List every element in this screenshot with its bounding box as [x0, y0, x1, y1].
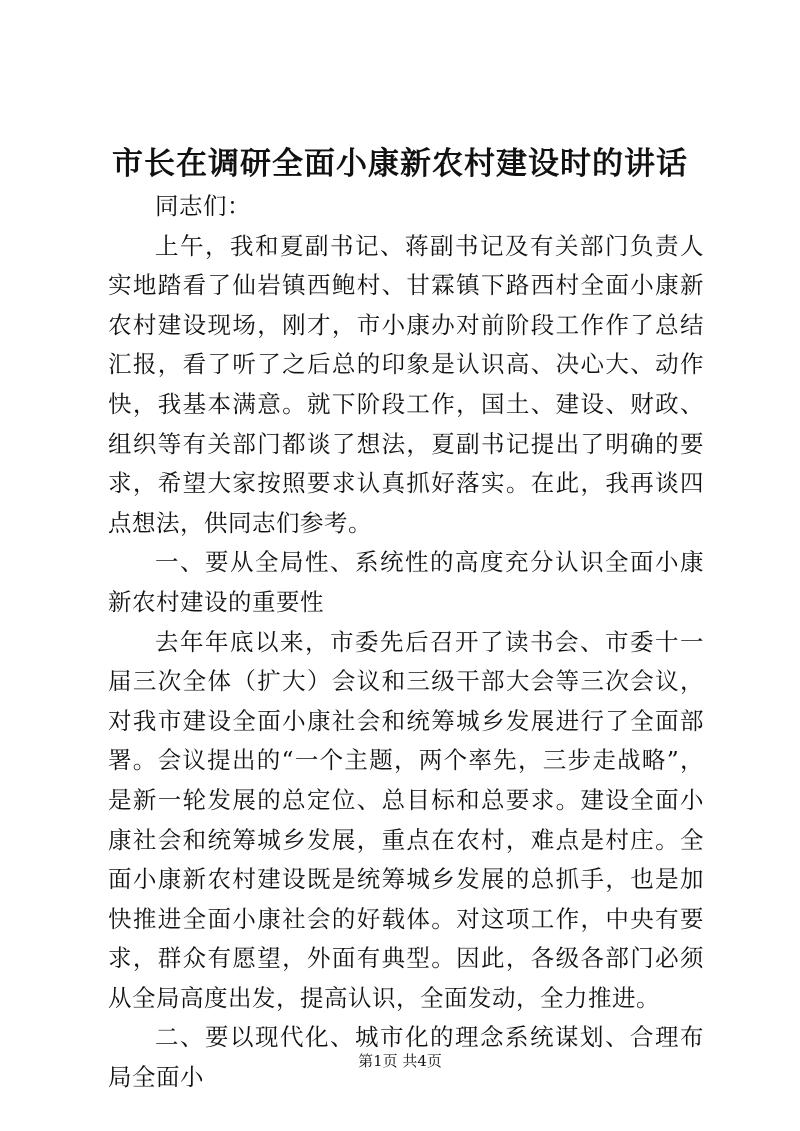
- salutation-paragraph: 同志们：: [155, 192, 251, 220]
- section-heading-1: 一、要从全局性、系统性的高度充分认识全面小康新农村建设的重要性: [108, 548, 704, 616]
- section-heading-2: 二、要以现代化、城市化的理念系统谋划、合理布局全面小: [108, 1023, 704, 1092]
- document-title: 市长在调研全面小康新农村建设时的讲话: [112, 146, 688, 182]
- intro-paragraph: 上午，我和夏副书记、蒋副书记及有关部门负责人实地踏看了仙岩镇西鲍村、甘霖镇下路西村全面小康新农村建设现场，刚才，市小康办对前阶段工作作了总结汇报，看了听了之后总的印象是认识高、决心大、动作快，我基本满意。就下阶段工作，国土、建设、财政、组织等有关部门都谈了想法，夏副书记提出了明确的要求，希望大家按照要求认真抓好落实。在此，我再谈四点想法，供同志们参考。: [108, 231, 704, 537]
- document-body: [108, 187, 704, 1098]
- page-footer: 第1页 共4页: [358, 1052, 442, 1070]
- section-1-paragraph: 去年年底以来，市委先后召开了读书会、市委十一届三次全体（扩大）会议和三级干部大会等三次会议，对我市建设全面小康社会和统筹城乡发展进行了全面部署。会议提出的“一个主题，两个率先，三步走战略”，是新一轮发展的总定位、总目标和总要求。建设全面小康社会和统筹城乡发展，重点在农村，难点是村庄。全面小康新农村建设既是统筹城乡发展的总抓手，也是加快推进全面小康社会的好载体。对这项工作，中央有要求，群众有愿望，外面有典型。因此，各级各部门必须从全局高度出发，提高认识，全面发动，全力推进。: [108, 627, 704, 1012]
